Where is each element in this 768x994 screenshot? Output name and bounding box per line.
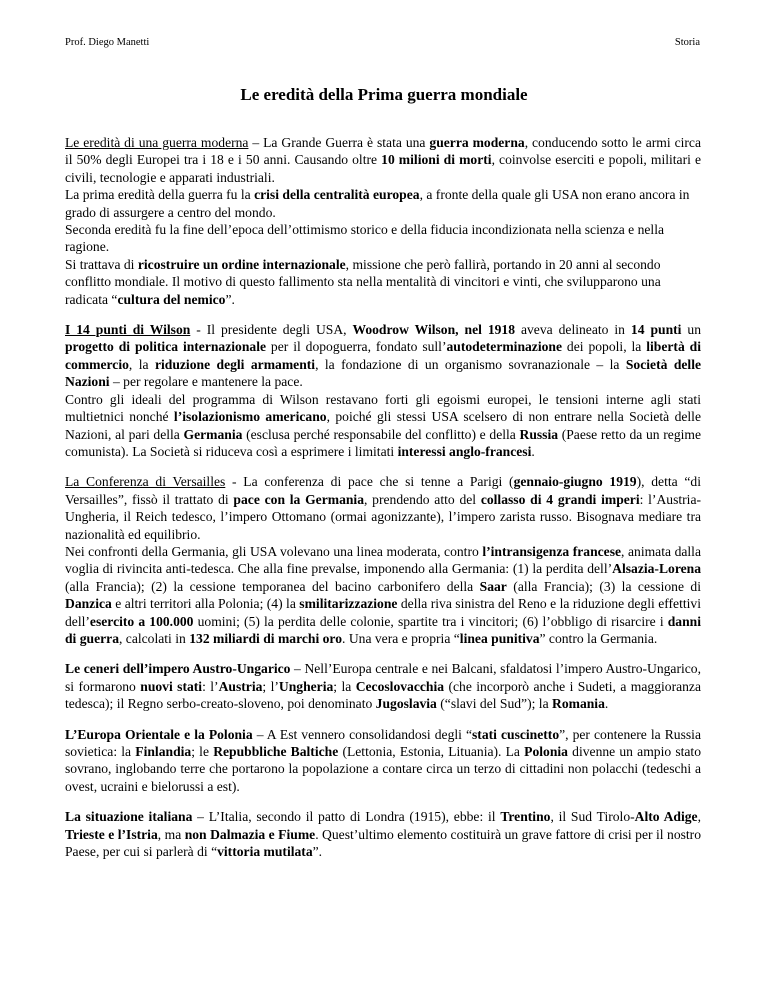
section-heading: Le ceneri dell’impero Austro-Ungarico [65,661,291,677]
section-wilson-points [65,321,701,460]
section-heading: La situazione italiana [65,809,193,825]
paragraph: Si trattava di ricostruire un ordine internazionale, missione che però fallirà, portando in 20 anni al secondo conflitto mondiale. Il motivo di questo fallimento sta nella mentalità di vincitori e vinti, che svilupparono una radicata “cultura del nemico”. [65,256,661,307]
paragraph: Le ceneri dell’impero Austro-Ungarico – Nell’Europa centrale e nei Balcani, sfaldatosi l’impero Austro-Ungarico, si formarono nuovi stati: l’Austria; l’Ungheria; la Cecoslovacchia (che incorporò anche i Sudeti, a maggioranza tedesca); il Regno serbo-creato-sloveno, poi denominato Jugoslavia (“slavi del Sud”); la Romania. [65,661,702,712]
section-austro-hungarian [65,660,701,712]
paragraph: La Conferenza di Versailles - La conferenza di pace che si tenne a Parigi (gennaio-giugno 1919), detta “di Versailles”, fissò il trattato di pace con la Germania, prendendo atto del collasso di 4 grandi imperi: l’Austria-Ungheria, il Reich tedesco, l’impero Ottomano (ormai agonizzante), l’impero zarista russo. Bisognava mediare tra nazionalità ed equilibrio. [65,474,701,542]
paragraph: Le eredità di una guerra moderna – La Grande Guerra è stata una guerra moderna, conducendo sotto le armi circa il 50% degli Europei tra i 18 e i 50 anni. Causando oltre 10 milioni di morti, coinvolse eserciti e popoli, militari e civili, tecnologie e apparati industriali. [65,135,701,185]
document-body [65,134,701,873]
section-heading: Le eredità di una guerra moderna [65,135,249,150]
paragraph: La prima eredità della guerra fu la crisi della centralità europea, a fronte della quale gli USA non erano ancora in grado di assurgere a centro del mondo. [65,187,690,220]
section-versailles [65,473,701,647]
header-author: Prof. Diego Manetti [65,37,150,48]
header-subject: Storia [674,37,700,48]
section-heading: L’Europa Orientale e la Polonia [65,726,253,742]
section-italian-situation [65,808,701,860]
section-eastern-europe [65,726,701,796]
section-heading: I 14 punti di Wilson [65,322,191,338]
document-title: Le eredità della Prima guerra mondiale [240,85,528,104]
paragraph: Contro gli ideali del programma di Wilson restavano forti gli egoismi europei, le tensioni interne agli stati multietnici nonché l’isolazionismo americano, poiché gli stessi USA scelsero di non entrare nella Società delle Nazioni, al pari della Germania (esclusa perché responsabile del conflitto) e della Russia (Paese retto da un regime comunista). La Società si riduceva così a esprimere i limitati interessi anglo-francesi. [65,391,701,459]
section-heading: La Conferenza di Versailles [65,474,226,490]
section-modern-war [65,134,701,308]
paragraph: L’Europa Orientale e la Polonia – A Est vennero consolidandosi degli “stati cuscinetto”, per contenere la Russia sovietica: la Finlandia; le Repubbliche Baltiche (Lettonia, Estonia, Lituania). La Polonia divenne un ampio stato sovrano, inglobando terre che portarono la popolazione a contare circa un terzo di cittadini non polacchi (tedeschi a ovest, ucraini e bielorussi a est). [65,726,702,794]
paragraph: La situazione italiana – L’Italia, secondo il patto di Londra (1915), ebbe: il Trentino, il Sud Tirolo-Alto Adige, Trieste e l’Istria, ma non Dalmazia e Fiume. Quest’ultimo elemento costituirà un grave fattore di crisi per il nostro Paese, per cui si parlerà di “vittoria mutilata”. [65,809,702,860]
paragraph: Seconda eredità fu la fine dell’epoca dell’ottimismo storico e della fiducia incondizionata nella scienza e nella ragione. [65,222,665,255]
paragraph: Nei confronti della Germania, gli USA volevano una linea moderata, contro l’intransigenza francese, animata dalla voglia di rivincita anti-tedesca. Che alla fine prevalse, imponendo alla Germania: (1) la perdita dell’Alsazia-Lorena (alla Francia); (2) la cessione temporanea del bacino carbonifero della Saar (alla Francia); (3) la cessione di Danzica e altri territori alla Polonia; (4) la smilitarizzazione della riva sinistra del Reno e la riduzione degli effettivi dell’esercito a 100.000 uomini; (5) la perdita delle colonie, spartite tra i vincitori; (6) l’obbligo di risarcire i danni di guerra, calcolati in 132 miliardi di marchi oro. Una vera e propria “linea punitiva” contro la Germania. [65,543,701,646]
paragraph: I 14 punti di Wilson - Il presidente degli USA, Woodrow Wilson, nel 1918 aveva delineato in 14 punti un progetto di politica internazionale per il dopoguerra, fondato sull’autodeterminazione dei popoli, la libertà di commercio, la riduzione degli armamenti, la fondazione di un organismo sovranazionale – la Società delle Nazioni – per regolare e mantenere la pace. [65,322,701,390]
